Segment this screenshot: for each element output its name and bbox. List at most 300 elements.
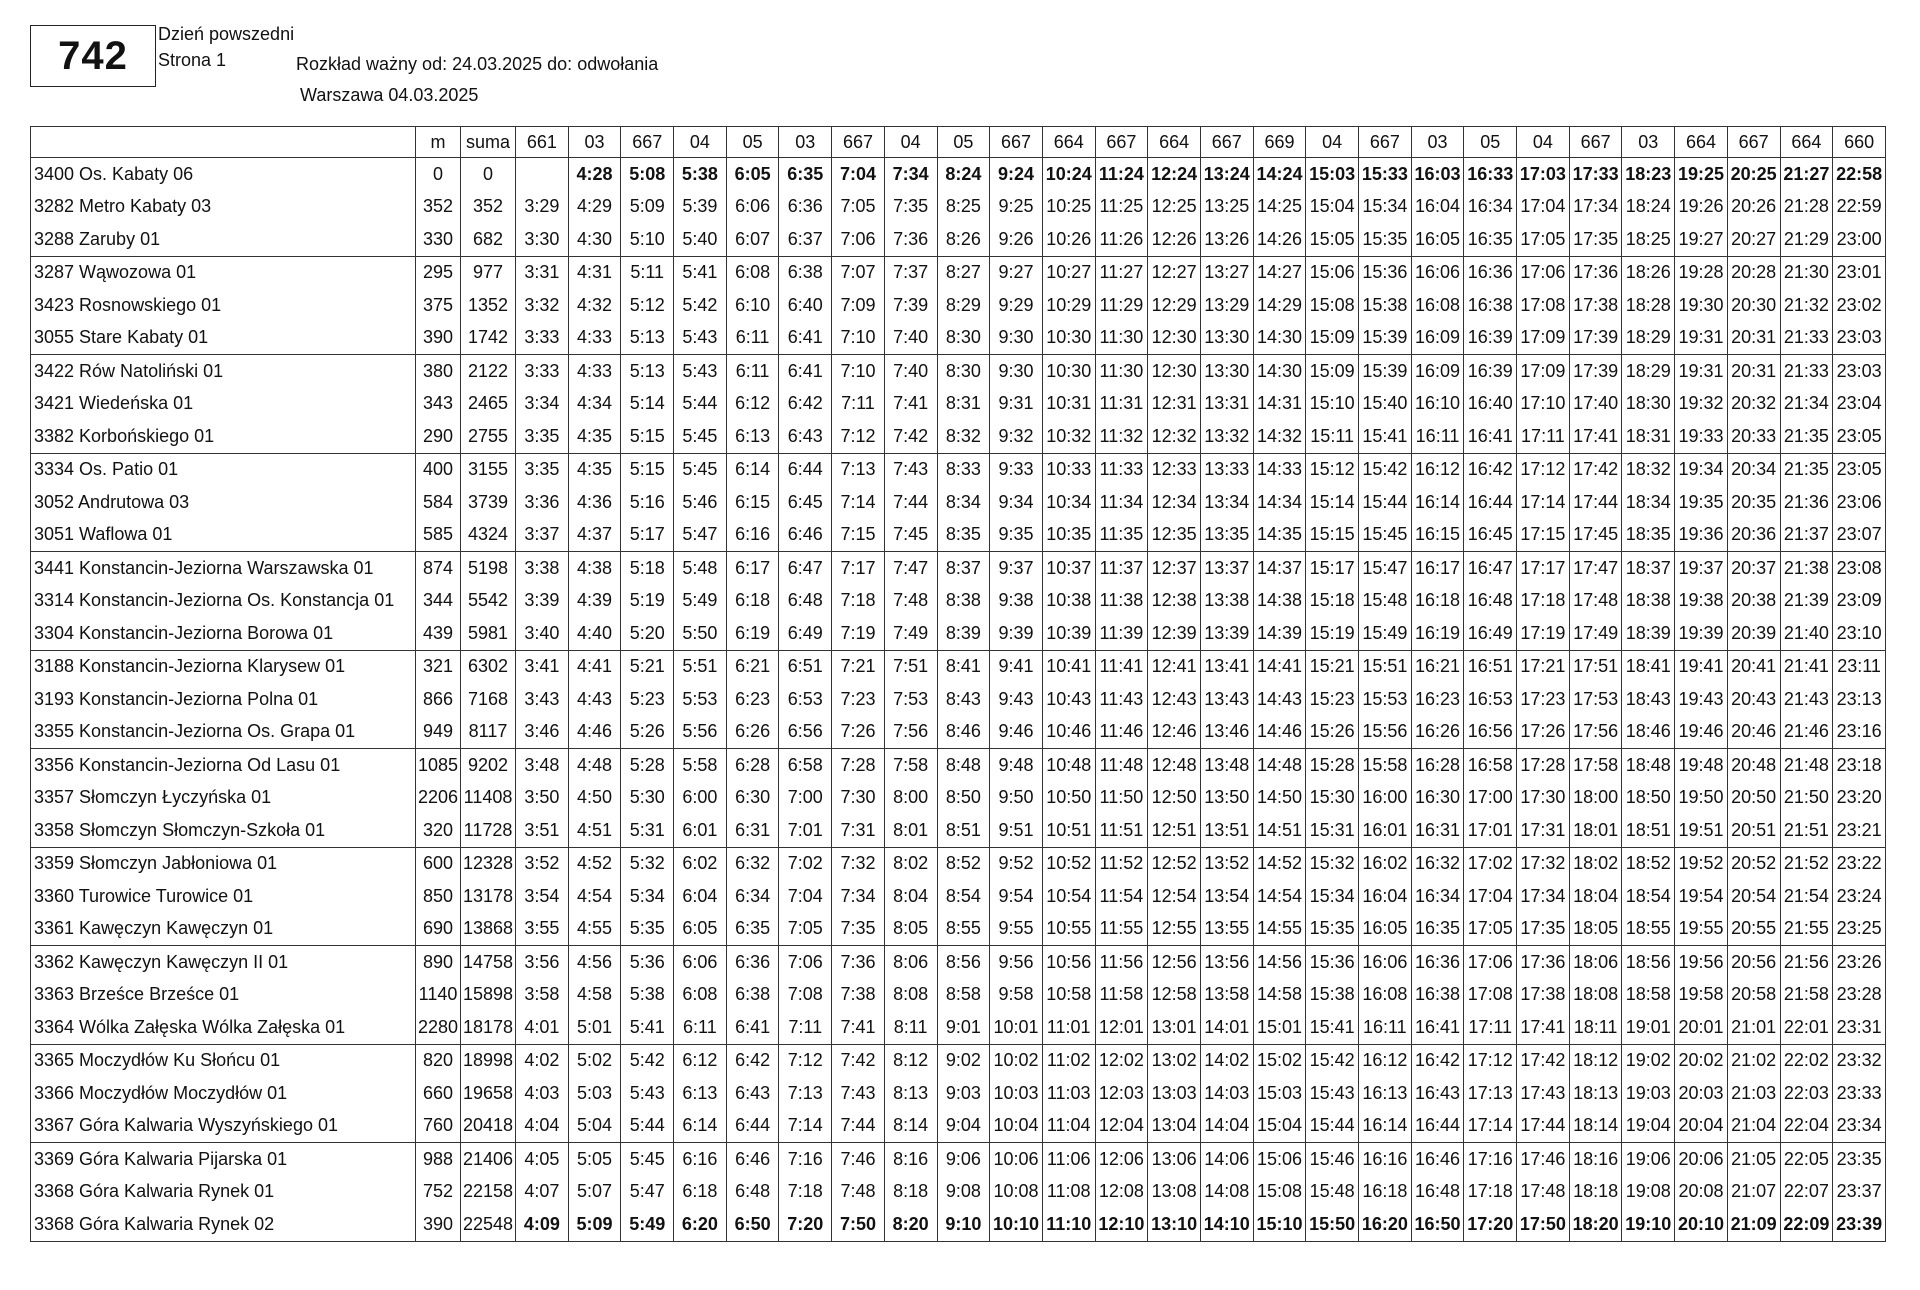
departure-time: 13:30 xyxy=(1200,355,1253,388)
departure-time: 5:41 xyxy=(674,256,727,289)
departure-time: 11:03 xyxy=(1042,1077,1095,1110)
departure-time: 14:06 xyxy=(1200,1143,1253,1176)
departure-time: 6:26 xyxy=(726,716,779,749)
departure-time: 17:44 xyxy=(1517,1110,1570,1143)
departure-time: 16:04 xyxy=(1411,191,1464,224)
departure-time: 12:52 xyxy=(1148,847,1201,880)
departure-time: 21:58 xyxy=(1780,979,1833,1012)
departure-time: 16:10 xyxy=(1411,388,1464,421)
departure-time: 18:29 xyxy=(1622,355,1675,388)
cumulative-distance: 18178 xyxy=(461,1011,516,1044)
departure-time: 6:12 xyxy=(674,1044,727,1077)
departure-time: 19:01 xyxy=(1622,1011,1675,1044)
departure-time: 7:39 xyxy=(884,289,937,322)
departure-time: 17:09 xyxy=(1517,355,1570,388)
trip-column-header: 669 xyxy=(1253,127,1306,158)
departure-time: 6:00 xyxy=(674,782,727,815)
departure-time: 5:41 xyxy=(621,1011,674,1044)
cumulative-distance: 977 xyxy=(461,256,516,289)
departure-time: 7:08 xyxy=(779,979,832,1012)
departure-time: 7:51 xyxy=(884,650,937,683)
departure-time: 20:06 xyxy=(1675,1143,1728,1176)
stop-name: 3367 Góra Kalwaria Wyszyńskiego 01 xyxy=(31,1110,416,1143)
departure-time: 16:05 xyxy=(1411,223,1464,256)
departure-time: 13:31 xyxy=(1200,388,1253,421)
stop-name: 3421 Wiedeńska 01 xyxy=(31,388,416,421)
departure-time: 15:08 xyxy=(1306,289,1359,322)
departure-time: 18:23 xyxy=(1622,158,1675,191)
departure-time: 3:33 xyxy=(516,355,569,388)
departure-time: 21:35 xyxy=(1780,420,1833,453)
departure-time: 6:11 xyxy=(726,355,779,388)
departure-time: 8:02 xyxy=(884,847,937,880)
departure-time: 23:07 xyxy=(1833,519,1886,552)
departure-time: 11:32 xyxy=(1095,420,1148,453)
stop-name: 3369 Góra Kalwaria Pijarska 01 xyxy=(31,1143,416,1176)
departure-time: 18:24 xyxy=(1622,191,1675,224)
departure-time: 6:18 xyxy=(726,585,779,618)
departure-time: 12:56 xyxy=(1148,946,1201,979)
departure-time: 5:28 xyxy=(621,749,674,782)
stop-name: 3366 Moczydłów Moczydłów 01 xyxy=(31,1077,416,1110)
cumulative-distance: 682 xyxy=(461,223,516,256)
departure-time: 7:12 xyxy=(832,420,885,453)
departure-time: 18:11 xyxy=(1569,1011,1622,1044)
departure-time: 14:24 xyxy=(1253,158,1306,191)
departure-time: 6:46 xyxy=(779,519,832,552)
departure-time: 23:39 xyxy=(1833,1208,1886,1241)
departure-time: 17:14 xyxy=(1517,486,1570,519)
departure-time: 23:05 xyxy=(1833,453,1886,486)
departure-time: 13:56 xyxy=(1200,946,1253,979)
departure-time: 6:41 xyxy=(779,322,832,355)
cumulative-distance: 352 xyxy=(461,191,516,224)
departure-time: 6:43 xyxy=(779,420,832,453)
departure-time: 7:18 xyxy=(832,585,885,618)
departure-time: 13:25 xyxy=(1200,191,1253,224)
departure-time: 15:04 xyxy=(1306,191,1359,224)
departure-time: 4:04 xyxy=(516,1110,569,1143)
trip-column-header: 04 xyxy=(1306,127,1359,158)
departure-time: 19:32 xyxy=(1675,388,1728,421)
departure-time: 7:47 xyxy=(884,552,937,585)
departure-time: 17:21 xyxy=(1517,650,1570,683)
departure-time: 7:37 xyxy=(884,256,937,289)
cumulative-distance: 12328 xyxy=(461,847,516,880)
stop-name: 3304 Konstancin-Jeziorna Borowa 01 xyxy=(31,617,416,650)
departure-time: 23:21 xyxy=(1833,814,1886,847)
departure-time: 17:03 xyxy=(1517,158,1570,191)
trip-column-header: 660 xyxy=(1833,127,1886,158)
stop-name: 3363 Brześce Brześce 01 xyxy=(31,979,416,1012)
departure-time: 7:00 xyxy=(779,782,832,815)
departure-time: 11:26 xyxy=(1095,223,1148,256)
departure-time: 10:31 xyxy=(1042,388,1095,421)
departure-time: 17:48 xyxy=(1569,585,1622,618)
departure-time: 13:32 xyxy=(1200,420,1253,453)
stop-row xyxy=(31,650,1886,683)
departure-time: 14:25 xyxy=(1253,191,1306,224)
departure-time: 11:58 xyxy=(1095,979,1148,1012)
departure-time: 9:35 xyxy=(990,519,1043,552)
departure-time: 12:54 xyxy=(1148,880,1201,913)
cumulative-distance: 9202 xyxy=(461,749,516,782)
departure-time: 7:40 xyxy=(884,355,937,388)
trip-column-header: 664 xyxy=(1042,127,1095,158)
departure-time: 14:29 xyxy=(1253,289,1306,322)
cumulative-distance: 8117 xyxy=(461,716,516,749)
departure-time: 8:56 xyxy=(937,946,990,979)
departure-time: 16:32 xyxy=(1411,847,1464,880)
stop-row xyxy=(31,979,1886,1012)
departure-time: 12:41 xyxy=(1148,650,1201,683)
departure-time: 14:54 xyxy=(1253,880,1306,913)
departure-time: 16:49 xyxy=(1464,617,1517,650)
departure-time: 12:39 xyxy=(1148,617,1201,650)
departure-time: 17:12 xyxy=(1517,453,1570,486)
departure-time: 8:58 xyxy=(937,979,990,1012)
departure-time: 7:46 xyxy=(832,1143,885,1176)
departure-time: 6:49 xyxy=(779,617,832,650)
departure-time: 16:38 xyxy=(1411,979,1464,1012)
departure-time: 17:36 xyxy=(1517,946,1570,979)
departure-time: 19:35 xyxy=(1675,486,1728,519)
departure-time: 8:43 xyxy=(937,683,990,716)
departure-time: 23:34 xyxy=(1833,1110,1886,1143)
departure-time: 6:38 xyxy=(779,256,832,289)
departure-time: 8:06 xyxy=(884,946,937,979)
departure-time: 12:02 xyxy=(1095,1044,1148,1077)
departure-time: 6:48 xyxy=(779,585,832,618)
departure-time: 7:04 xyxy=(779,880,832,913)
segment-distance: 343 xyxy=(416,388,461,421)
departure-time: 5:39 xyxy=(674,191,727,224)
departure-time xyxy=(516,158,569,191)
departure-time: 7:42 xyxy=(832,1044,885,1077)
departure-time: 11:30 xyxy=(1095,322,1148,355)
departure-time: 6:18 xyxy=(674,1176,727,1209)
departure-time: 15:44 xyxy=(1306,1110,1359,1143)
trip-column-header: 04 xyxy=(674,127,727,158)
departure-time: 4:55 xyxy=(568,913,621,946)
departure-time: 4:01 xyxy=(516,1011,569,1044)
departure-time: 19:06 xyxy=(1622,1143,1675,1176)
departure-time: 4:02 xyxy=(516,1044,569,1077)
departure-time: 15:12 xyxy=(1306,453,1359,486)
departure-time: 6:37 xyxy=(779,223,832,256)
departure-time: 10:06 xyxy=(990,1143,1043,1176)
departure-time: 23:28 xyxy=(1833,979,1886,1012)
departure-time: 17:11 xyxy=(1464,1011,1517,1044)
segment-distance: 375 xyxy=(416,289,461,322)
departure-time: 5:44 xyxy=(674,388,727,421)
departure-time: 8:33 xyxy=(937,453,990,486)
departure-time: 4:50 xyxy=(568,782,621,815)
departure-time: 17:19 xyxy=(1517,617,1570,650)
departure-time: 15:02 xyxy=(1253,1044,1306,1077)
departure-time: 7:14 xyxy=(832,486,885,519)
departure-time: 18:37 xyxy=(1622,552,1675,585)
departure-time: 8:29 xyxy=(937,289,990,322)
departure-time: 16:43 xyxy=(1411,1077,1464,1110)
departure-time: 17:00 xyxy=(1464,782,1517,815)
departure-time: 16:58 xyxy=(1464,749,1517,782)
departure-time: 18:01 xyxy=(1569,814,1622,847)
departure-time: 8:50 xyxy=(937,782,990,815)
departure-time: 20:50 xyxy=(1727,782,1780,815)
departure-time: 7:40 xyxy=(884,322,937,355)
departure-time: 13:54 xyxy=(1200,880,1253,913)
departure-time: 12:01 xyxy=(1095,1011,1148,1044)
departure-time: 7:44 xyxy=(832,1110,885,1143)
departure-time: 15:05 xyxy=(1306,223,1359,256)
departure-time: 9:31 xyxy=(990,388,1043,421)
departure-time: 21:56 xyxy=(1780,946,1833,979)
departure-time: 10:37 xyxy=(1042,552,1095,585)
departure-time: 5:42 xyxy=(621,1044,674,1077)
departure-time: 10:27 xyxy=(1042,256,1095,289)
departure-time: 13:06 xyxy=(1148,1143,1201,1176)
segment-distance: 1085 xyxy=(416,749,461,782)
departure-time: 6:30 xyxy=(726,782,779,815)
cumulative-distance: 5198 xyxy=(461,552,516,585)
departure-time: 7:07 xyxy=(832,256,885,289)
departure-time: 13:37 xyxy=(1200,552,1253,585)
trip-column-header: 667 xyxy=(621,127,674,158)
departure-time: 15:06 xyxy=(1253,1143,1306,1176)
segment-distance: 949 xyxy=(416,716,461,749)
departure-time: 12:33 xyxy=(1148,453,1201,486)
departure-time: 15:41 xyxy=(1359,420,1412,453)
departure-time: 15:56 xyxy=(1359,716,1412,749)
departure-time: 5:04 xyxy=(568,1110,621,1143)
departure-time: 11:48 xyxy=(1095,749,1148,782)
departure-time: 19:08 xyxy=(1622,1176,1675,1209)
departure-time: 19:56 xyxy=(1675,946,1728,979)
departure-time: 17:04 xyxy=(1464,880,1517,913)
stop-row xyxy=(31,814,1886,847)
departure-time: 14:04 xyxy=(1200,1110,1253,1143)
departure-time: 18:20 xyxy=(1569,1208,1622,1241)
departure-time: 20:04 xyxy=(1675,1110,1728,1143)
departure-time: 13:46 xyxy=(1200,716,1253,749)
departure-time: 17:02 xyxy=(1464,847,1517,880)
departure-time: 4:48 xyxy=(568,749,621,782)
departure-time: 16:53 xyxy=(1464,683,1517,716)
departure-time: 8:46 xyxy=(937,716,990,749)
departure-time: 16:11 xyxy=(1359,1011,1412,1044)
departure-time: 18:13 xyxy=(1569,1077,1622,1110)
departure-time: 15:09 xyxy=(1306,322,1359,355)
departure-time: 5:21 xyxy=(621,650,674,683)
departure-time: 7:18 xyxy=(779,1176,832,1209)
departure-time: 5:47 xyxy=(674,519,727,552)
departure-time: 11:30 xyxy=(1095,355,1148,388)
departure-time: 4:39 xyxy=(568,585,621,618)
departure-time: 6:43 xyxy=(726,1077,779,1110)
departure-time: 19:46 xyxy=(1675,716,1728,749)
departure-time: 12:04 xyxy=(1095,1110,1148,1143)
departure-time: 6:08 xyxy=(674,979,727,1012)
departure-time: 5:51 xyxy=(674,650,727,683)
departure-time: 6:44 xyxy=(779,453,832,486)
stop-name: 3287 Wąwozowa 01 xyxy=(31,256,416,289)
departure-time: 15:01 xyxy=(1253,1011,1306,1044)
departure-time: 20:37 xyxy=(1727,552,1780,585)
departure-time: 21:30 xyxy=(1780,256,1833,289)
departure-time: 18:08 xyxy=(1569,979,1622,1012)
departure-time: 4:29 xyxy=(568,191,621,224)
departure-time: 19:31 xyxy=(1675,355,1728,388)
departure-time: 14:43 xyxy=(1253,683,1306,716)
stop-row xyxy=(31,683,1886,716)
departure-time: 23:33 xyxy=(1833,1077,1886,1110)
departure-time: 16:13 xyxy=(1359,1077,1412,1110)
departure-time: 17:45 xyxy=(1569,519,1622,552)
departure-time: 9:51 xyxy=(990,814,1043,847)
trip-column-header: 664 xyxy=(1780,127,1833,158)
cumulative-distance: 15898 xyxy=(461,979,516,1012)
departure-time: 5:49 xyxy=(674,585,727,618)
cumulative-distance: 4324 xyxy=(461,519,516,552)
departure-time: 19:02 xyxy=(1622,1044,1675,1077)
departure-time: 11:10 xyxy=(1042,1208,1095,1241)
segment-distance: 660 xyxy=(416,1077,461,1110)
departure-time: 21:40 xyxy=(1780,617,1833,650)
departure-time: 20:27 xyxy=(1727,223,1780,256)
departure-time: 4:35 xyxy=(568,453,621,486)
departure-time: 13:03 xyxy=(1148,1077,1201,1110)
departure-time: 21:04 xyxy=(1727,1110,1780,1143)
stop-row xyxy=(31,420,1886,453)
departure-time: 8:01 xyxy=(884,814,937,847)
segment-distance: 866 xyxy=(416,683,461,716)
departure-time: 15:18 xyxy=(1306,585,1359,618)
departure-time: 15:10 xyxy=(1253,1208,1306,1241)
departure-time: 8:13 xyxy=(884,1077,937,1110)
departure-time: 10:46 xyxy=(1042,716,1095,749)
departure-time: 11:31 xyxy=(1095,388,1148,421)
stop-name: 3400 Os. Kabaty 06 xyxy=(31,158,416,191)
departure-time: 6:23 xyxy=(726,683,779,716)
segment-distance: 874 xyxy=(416,552,461,585)
segment-distance: 600 xyxy=(416,847,461,880)
departure-time: 5:02 xyxy=(568,1044,621,1077)
departure-time: 14:48 xyxy=(1253,749,1306,782)
departure-time: 21:55 xyxy=(1780,913,1833,946)
departure-time: 16:36 xyxy=(1411,946,1464,979)
trip-column-header: 04 xyxy=(884,127,937,158)
departure-time: 9:34 xyxy=(990,486,1043,519)
stop-row xyxy=(31,1044,1886,1077)
departure-time: 11:01 xyxy=(1042,1011,1095,1044)
departure-time: 10:32 xyxy=(1042,420,1095,453)
departure-time: 10:08 xyxy=(990,1176,1043,1209)
departure-time: 16:02 xyxy=(1359,847,1412,880)
departure-time: 6:13 xyxy=(726,420,779,453)
departure-time: 10:30 xyxy=(1042,322,1095,355)
stop-name: 3357 Słomczyn Łyczyńska 01 xyxy=(31,782,416,815)
stop-row xyxy=(31,749,1886,782)
departure-time: 7:50 xyxy=(832,1208,885,1241)
stop-row xyxy=(31,519,1886,552)
departure-time: 15:08 xyxy=(1253,1176,1306,1209)
place-date: Warszawa 04.03.2025 xyxy=(300,85,479,105)
departure-time: 7:44 xyxy=(884,486,937,519)
departure-time: 12:03 xyxy=(1095,1077,1148,1110)
departure-time: 8:12 xyxy=(884,1044,937,1077)
departure-time: 22:58 xyxy=(1833,158,1886,191)
departure-time: 13:08 xyxy=(1148,1176,1201,1209)
departure-time: 17:08 xyxy=(1517,289,1570,322)
departure-time: 18:26 xyxy=(1622,256,1675,289)
departure-time: 16:08 xyxy=(1411,289,1464,322)
departure-time: 22:02 xyxy=(1780,1044,1833,1077)
stop-column-header xyxy=(31,127,416,158)
departure-time: 19:33 xyxy=(1675,420,1728,453)
departure-time: 18:38 xyxy=(1622,585,1675,618)
departure-time: 5:15 xyxy=(621,453,674,486)
departure-time: 20:52 xyxy=(1727,847,1780,880)
segment-distance: 890 xyxy=(416,946,461,979)
departure-time: 6:05 xyxy=(674,913,727,946)
departure-time: 19:52 xyxy=(1675,847,1728,880)
stop-name: 3422 Rów Natoliński 01 xyxy=(31,355,416,388)
departure-time: 16:42 xyxy=(1411,1044,1464,1077)
departure-time: 10:39 xyxy=(1042,617,1095,650)
departure-time: 16:51 xyxy=(1464,650,1517,683)
departure-time: 18:25 xyxy=(1622,223,1675,256)
departure-time: 17:15 xyxy=(1517,519,1570,552)
departure-time: 18:35 xyxy=(1622,519,1675,552)
departure-time: 4:30 xyxy=(568,223,621,256)
departure-time: 21:34 xyxy=(1780,388,1833,421)
departure-time: 16:26 xyxy=(1411,716,1464,749)
departure-time: 17:42 xyxy=(1517,1044,1570,1077)
departure-time: 8:08 xyxy=(884,979,937,1012)
departure-time: 11:04 xyxy=(1042,1110,1095,1143)
departure-time: 18:30 xyxy=(1622,388,1675,421)
departure-time: 3:39 xyxy=(516,585,569,618)
segment-distance: 760 xyxy=(416,1110,461,1143)
departure-time: 9:41 xyxy=(990,650,1043,683)
departure-time: 17:41 xyxy=(1569,420,1622,453)
trip-column-header: 661 xyxy=(516,127,569,158)
departure-time: 15:35 xyxy=(1306,913,1359,946)
departure-time: 8:52 xyxy=(937,847,990,880)
departure-time: 4:38 xyxy=(568,552,621,585)
departure-time: 19:39 xyxy=(1675,617,1728,650)
departure-time: 15:30 xyxy=(1306,782,1359,815)
departure-time: 15:42 xyxy=(1359,453,1412,486)
departure-time: 4:40 xyxy=(568,617,621,650)
departure-time: 5:12 xyxy=(621,289,674,322)
trip-column-header: 664 xyxy=(1148,127,1201,158)
departure-time: 23:24 xyxy=(1833,880,1886,913)
departure-time: 16:31 xyxy=(1411,814,1464,847)
departure-time: 15:09 xyxy=(1306,355,1359,388)
departure-time: 3:52 xyxy=(516,847,569,880)
departure-time: 12:31 xyxy=(1148,388,1201,421)
departure-time: 7:21 xyxy=(832,650,885,683)
trip-column-header: 03 xyxy=(568,127,621,158)
departure-time: 16:44 xyxy=(1464,486,1517,519)
departure-time: 15:48 xyxy=(1359,585,1412,618)
validity-text: Rozkład ważny od: 24.03.2025 do: odwołania xyxy=(296,54,659,74)
departure-time: 8:51 xyxy=(937,814,990,847)
departure-time: 23:16 xyxy=(1833,716,1886,749)
departure-time: 13:02 xyxy=(1148,1044,1201,1077)
